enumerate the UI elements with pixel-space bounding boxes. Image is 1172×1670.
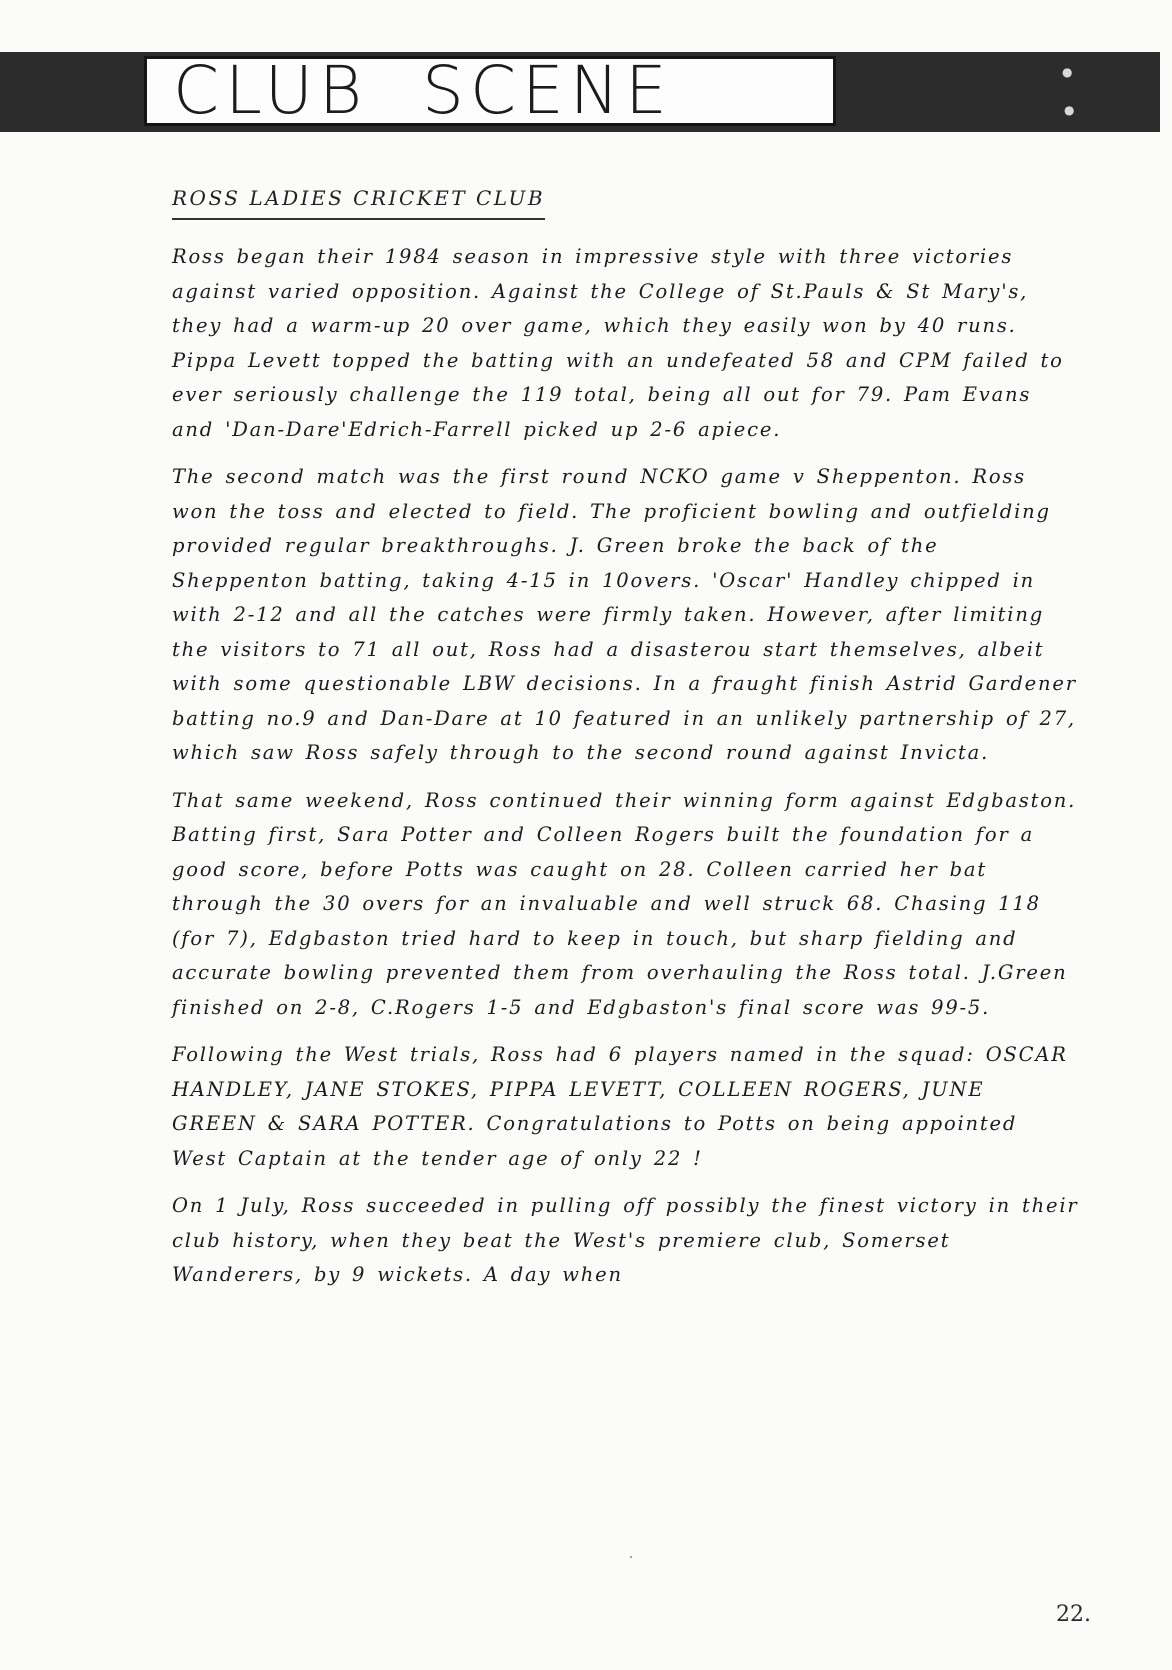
article-paragraph: That same weekend, Ross continued their winning form against Edgbaston. Batting first, Sara Potter and Colleen Rogers built the foundation for a good score, before Potts was caught on 28. Colleen carried her bat through the 30 overs for an invaluable and well struck 68. Chasing 118 (for 7), Edgbaston tried hard to keep in touch, but sharp fielding and accurate bowling prevented them from overhauling the Ross total. J.Green finished on 2-8, C.Rogers 1-5 and Edgbaston's final score was 99-5. [172,788,1077,1019]
header-title-box [144,52,836,129]
article-body [160,186,1080,1306]
article-paragraph: Ross began their 1984 season in impressive style with three victories against varied opposition. Against the College of St.Pauls & St Mary's, they had a warm-up 20 over game, which they easily won by 40 runs. Pippa Levett topped the batting with an undefeated 58 and CPM failed to ever seriously challenge the 119 total, being all out for 79. Pam Evans and 'Dan-Dare'Edrich-Farrell picked up 2-6 apiece. [172,245,1064,441]
article-paragraph: Following the West trials, Ross had 6 players named in the squad: OSCAR HANDLEY, JANE STOKES, PIPPA LEVETT, COLLEEN ROGERS, JUNE GREEN & SARA POTTER. Congratulations to Potts on being appointed West Captain at the tender age of only 22 ! [172,1043,1068,1170]
page-number: 22. [1056,1602,1091,1627]
paper-speck [630,1556,632,1558]
section-heading: ROSS LADIES CRICKET CLUB [172,186,545,220]
banner-speck-bottom: ● [1064,103,1075,117]
article-paragraph: On 1 July, Ross succeeded in pulling off possibly the finest victory in their club history, when they beat the West's premiere club, Somerset Wanderers, by 9 wickets. A day when [172,1194,1079,1286]
banner-speck-top: ● [1062,65,1073,79]
article-paragraph: The second match was the first round NCKO game v Sheppenton. Ross won the toss and elected to field. The proficient bowling and outfielding provided regular breakthroughs. J. Green broke the back of the Sheppenton batting, taking 4-15 in 10overs. 'Oscar' Handley chipped in with 2-12 and all the catches were firmly taken. However, after limiting the visitors to 71 all out, Ross had a disasterou start themselves, albeit with some questionable LBW decisions. In a fraught finish Astrid Gardener batting no.9 and Dan-Dare at 10 featured in an unlikely partnership of 27, which saw Ross safely through to the second round against Invicta. [172,465,1077,764]
page-title: CLUB SCENE [173,52,673,129]
